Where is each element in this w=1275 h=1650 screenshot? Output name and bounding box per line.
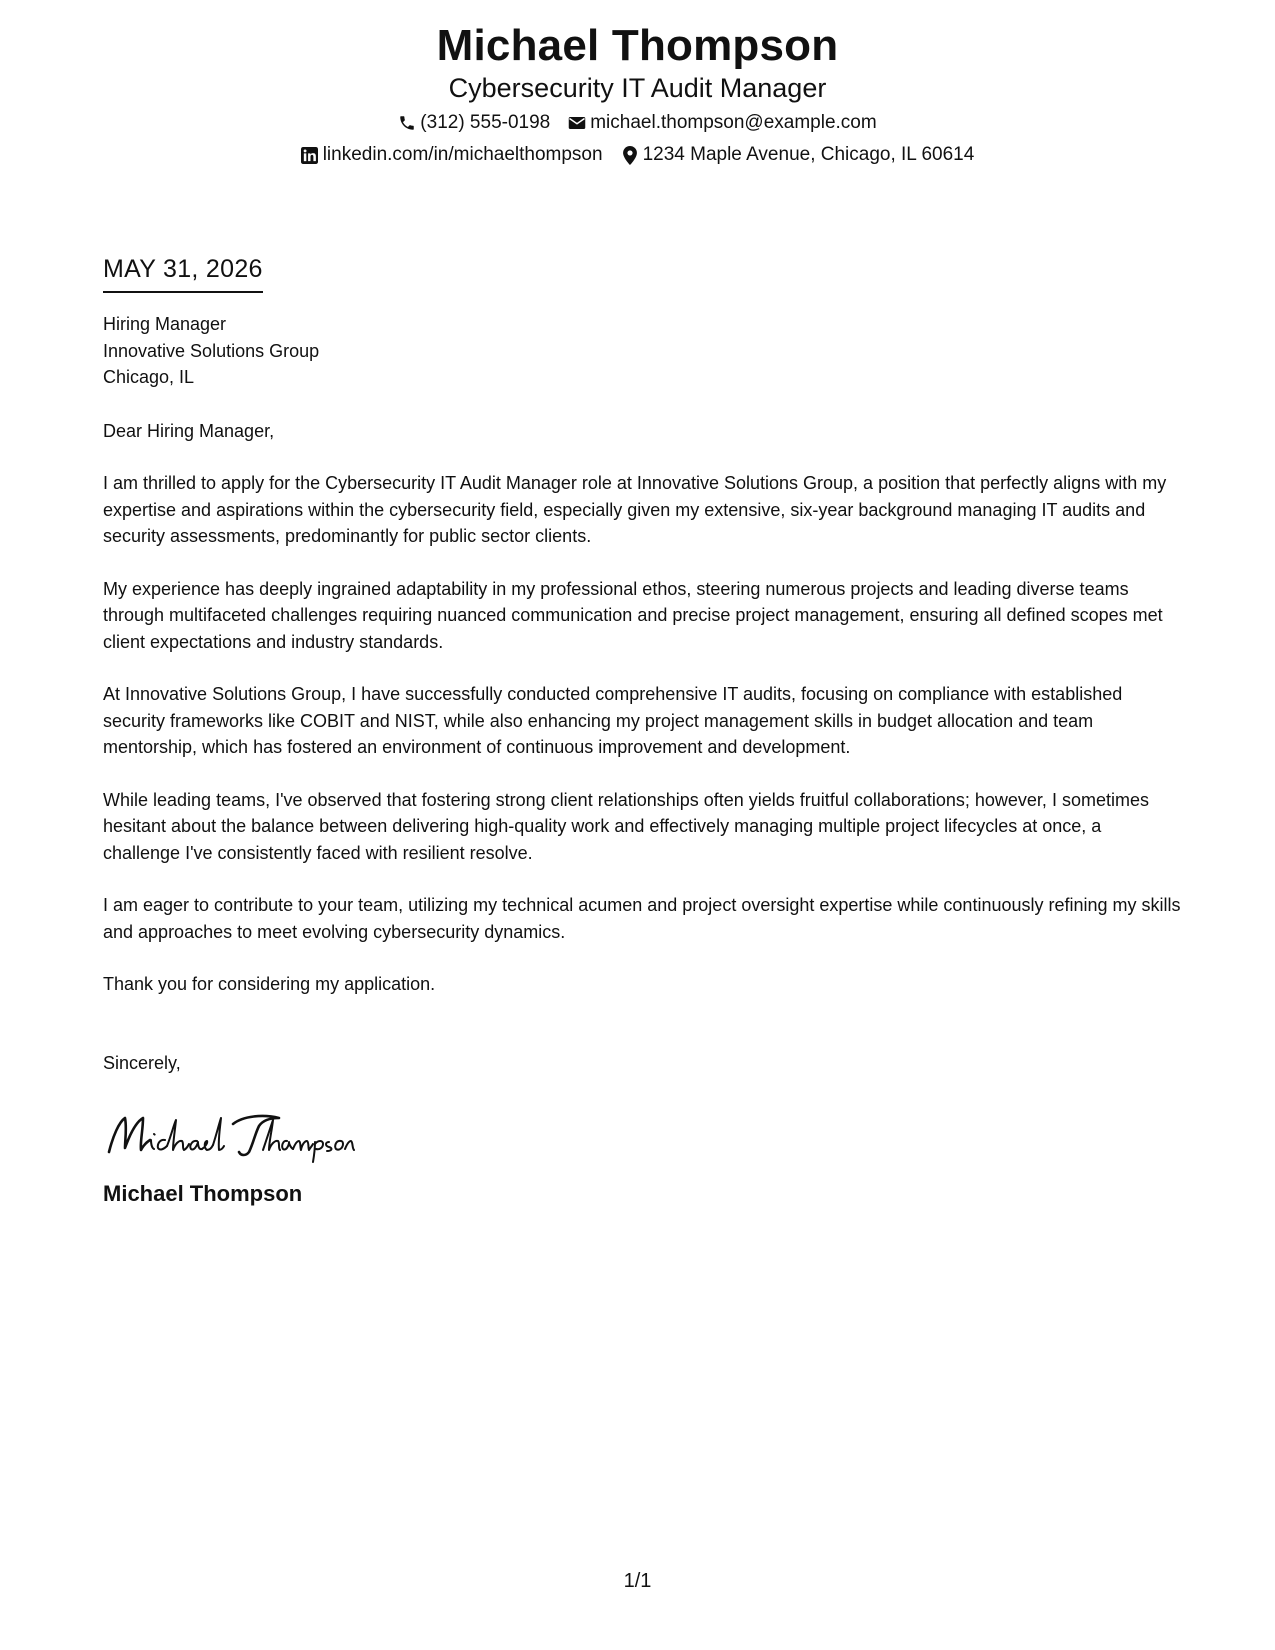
contact-phone [398, 111, 550, 135]
job-title: Cybersecurity IT Audit Manager [448, 73, 827, 103]
contact-row-secondary [0, 143, 1275, 167]
paragraph-achievements: At Innovative Solutions Group, I have successfully conducted comprehensive IT audits, focusing on compliance with established security frameworks like COBIT and NIST, while also enhancing my project management skills in budget allocation and team mentorship, which has fostered an environment of continuous improvement and development. [103, 684, 1123, 757]
envelope-icon [568, 114, 586, 132]
recipient-location: Chicago, IL [103, 367, 195, 387]
linkedin-url[interactable]: linkedin.com/in/michaelthompson [322, 144, 603, 165]
letter-header [0, 20, 1275, 167]
signer-name: Michael Thompson [103, 1181, 303, 1206]
paragraph-leadership: While leading teams, I've observed that fostering strong client relationships often yields fruitful collaborations; however, I sometimes hesitant about the balance between delivering high-quality work and effectively managing multiple project lifecycles at once, a challenge I've consistently faced with resilient resolve. [103, 789, 1149, 863]
map-pin-icon [621, 146, 639, 164]
contact-linkedin [301, 143, 603, 167]
paragraph-experience: My experience has deeply ingrained adaptability in my professional ethos, steering numerous projects and leading diverse teams through multifaceted challenges requiring nuanced communication and precise project management, ensuring all defined scopes met client expectations and industry standards. [103, 578, 1163, 652]
street-address: 1234 Maple Avenue, Chicago, IL 60614 [642, 144, 975, 165]
contact-email [568, 111, 876, 135]
paragraph-contribution: I am eager to contribute to your team, utilizing my technical acumen and project oversight expertise while continuously refining my skills and approaches to meet evolving cybersecurity dynamics. [103, 895, 1181, 942]
linkedin-icon [301, 146, 319, 164]
recipient-block [103, 311, 1183, 391]
salutation: Dear Hiring Manager, [103, 420, 275, 441]
contact-address [621, 143, 975, 167]
paragraph-thanks: Thank you for considering my application. [103, 974, 436, 994]
letter-body [103, 253, 1183, 1208]
closing: Sincerely, [103, 1052, 181, 1073]
phone-icon [398, 114, 416, 132]
page-number: 1/1 [623, 1570, 652, 1592]
recipient-name: Hiring Manager [103, 314, 227, 334]
applicant-name: Michael Thompson [436, 21, 839, 70]
paragraph-intro: I am thrilled to apply for the Cybersecurity IT Audit Manager role at Innovative Solutions Group, a position that perfectly aligns with my expertise and aspirations within the cybersecurity field, especially given my extensive, six-year background managing IT audits and security assessments, predominantly for public sector clients. [103, 473, 1167, 546]
recipient-company: Innovative Solutions Group [103, 340, 320, 361]
email-address[interactable]: michael.thompson@example.com [590, 112, 877, 133]
contact-row-primary [0, 111, 1275, 135]
handwritten-signature [103, 1106, 373, 1166]
phone-number[interactable]: (312) 555-0198 [420, 112, 551, 133]
letter-date: MAY 31, 2026 [103, 253, 263, 293]
